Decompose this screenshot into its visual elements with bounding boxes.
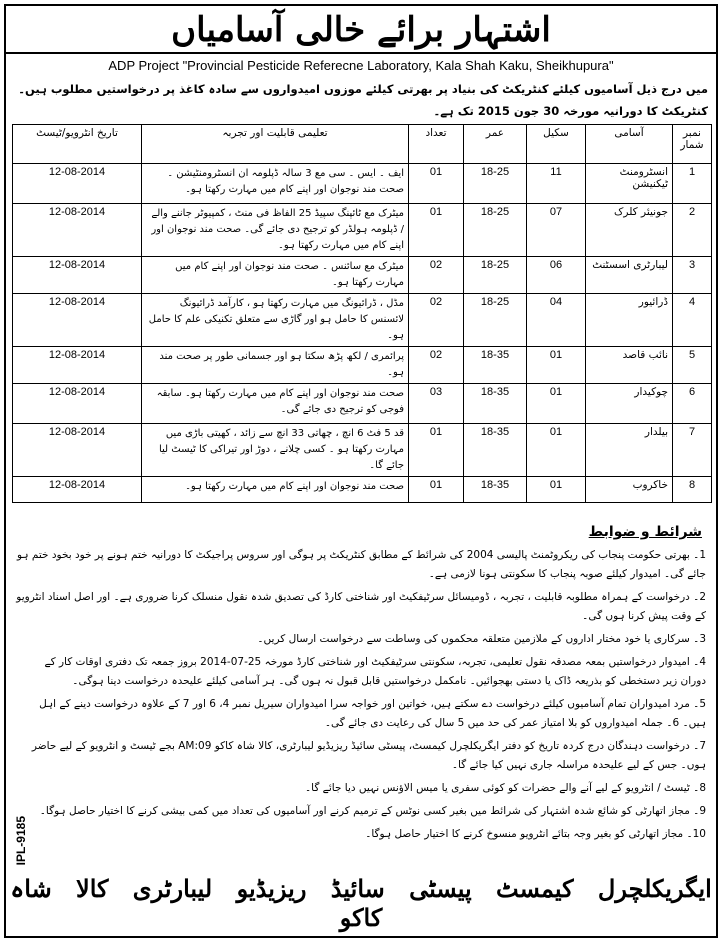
cell-count: 01 [409, 424, 464, 477]
cell-age: 18-35 [464, 424, 527, 477]
cell-scale: 06 [527, 257, 586, 294]
cell-count: 01 [409, 204, 464, 257]
cell-no: 6 [673, 384, 712, 424]
table-row [13, 347, 712, 384]
vacancy-table [12, 124, 712, 503]
cell-no: 8 [673, 477, 712, 503]
cell-age: 18-25 [464, 204, 527, 257]
term-item: 7۔ درخواست دہندگان درج کردہ تاریخ کو دفتر ایگریکلچرل کیمسٹ، پیسٹی سائیڈ ریزیڈیو لیبارٹری، کالا شاہ کاکو 09:AM بجے ٹیسٹ و انٹرویو کے لیے حاضر ہوں۔ جس کے لیے علیحدہ مراسلہ جاری نہیں کیا جائے گا۔ [31, 740, 706, 771]
cell-qualification: میٹرک مع سائنس ۔ صحت مند نوجوان اور اپنے کام میں مہارت رکھتا ہو۔ [142, 257, 409, 294]
banner [6, 6, 716, 54]
cell-count: 02 [409, 257, 464, 294]
cell-qualification: ایف ۔ ایس ۔ سی مع 3 سالہ ڈپلومہ ان انسٹرومنٹیشن ۔ صحت مند نوجوان اور اپنے کام میں مہارت رکھتا ہو۔ [142, 164, 409, 204]
advertisement-page [4, 4, 718, 938]
adp-project-line: ADP Project "Provincial Pesticide Referecne Laboratory, Kala Shah Kaku, Sheikhupura" [108, 58, 614, 73]
cell-qualification: میٹرک مع ٹائپنگ سپیڈ 25 الفاظ فی منٹ ، کمپیوٹر جاننے والے / ڈپلومہ ہولڈر کو ترجیح دی جائے گی۔ صحت مند نوجوان اور اپنے کام میں مہارت رکھتا ہو۔ [142, 204, 409, 257]
cell-no: 7 [673, 424, 712, 477]
header-age: عمر [464, 125, 527, 164]
header-qualification: تعلیمی قابلیت اور تجربہ [142, 125, 409, 164]
terms-list [16, 546, 706, 848]
side-code: IPL-9185 [14, 816, 28, 866]
cell-no: 1 [673, 164, 712, 204]
cell-date: 12-08-2014 [13, 257, 142, 294]
cell-scale: 07 [527, 204, 586, 257]
cell-no: 5 [673, 347, 712, 384]
header-post: آسامی [586, 125, 673, 164]
cell-date: 12-08-2014 [13, 204, 142, 257]
cell-scale: 01 [527, 347, 586, 384]
cell-qualification: صحت مند نوجوان اور اپنے کام میں مہارت رکھتا ہو۔ [142, 477, 409, 503]
header-date: تاریخ انٹرویو/ٹیسٹ [13, 125, 142, 164]
cell-qualification: صحت مند نوجوان اور اپنے کام میں مہارت رکھتا ہو۔ سابقہ فوجی کو ترجیح دی جائے گی۔ [142, 384, 409, 424]
cell-post: انسٹرومنٹ ٹیکنیشن [586, 164, 673, 204]
cell-date: 12-08-2014 [13, 384, 142, 424]
term-item: 5۔ مرد امیدواران تمام آسامیوں کیلئے درخواست دے سکتے ہیں، خواتین اور خواجہ سرا امیدواران سیریل نمبر 4، 6 اور 7 کے علاوہ درخواست دینے کے اہل ہیں۔ 6۔ جملہ امیدواروں کو بلا امتیاز عمر کی حد میں 5 سال کی رعایت دی جائے گی۔ [39, 698, 706, 729]
cell-count: 01 [409, 164, 464, 204]
cell-qualification: قد 5 فٹ 6 انچ ، چھاتی 33 انچ سے زائد ، کھیتی باڑی میں مہارت رکھتا ہو ۔ کسی چلانے ، دوڑ اور تیراکی کا ٹیسٹ لیا جائے گا۔ [142, 424, 409, 477]
cell-post: بیلدار [586, 424, 673, 477]
cell-age: 18-35 [464, 384, 527, 424]
header-scale: سکیل [527, 125, 586, 164]
cell-age: 18-25 [464, 164, 527, 204]
header-count: تعداد [409, 125, 464, 164]
intro-paragraph: میں درج ذیل آسامیوں کیلئے کنٹریکٹ کی بنیاد پر بھرتی کیلئے موزوں امیدواروں سے سادہ کاغذ پر درخواستیں مطلوب ہیں۔ کنٹریکٹ کا دورانیہ مورخہ 30 جون 2015 تک ہے۔ [18, 82, 708, 118]
term-item: 1۔ بھرتی حکومت پنجاب کی ریکروٹمنٹ پالیسی 2004 کی شرائط کے مطابق کنٹریکٹ پر ہوگی اور سروس پراجیکٹ کا دورانیہ ختم ہونے پر خود بخود ختم ہو جائے گی۔ امیدوار کیلئے صوبہ پنجاب کا سکونتی ہونا لازمی ہے۔ [16, 549, 706, 580]
banner-title: اشتہار برائے خالی آسامیاں [171, 9, 551, 50]
term-item: 2۔ درخواست کے ہمراہ مطلوبہ قابلیت ، تجربہ ، ڈومیسائل سرٹیفکیٹ اور شناختی کارڈ کی تصدیق شدہ نقول منسلک کرنا ضروری ہے۔ اور اصل اسناد انٹرویو کے وقت پیش کرنا ہوں گی۔ [16, 591, 706, 622]
cell-qualification: مڈل ، ڈرائیونگ میں مہارت رکھتا ہو ، کارآمد ڈرائیونگ لائسنس کا حامل ہو اور گاڑی سے متعلق تکنیکی علم کا حامل ہو۔ [142, 294, 409, 347]
cell-post: خاکروب [586, 477, 673, 503]
cell-count: 01 [409, 477, 464, 503]
table-row [13, 204, 712, 257]
cell-post: جونیئر کلرک [586, 204, 673, 257]
cell-age: 18-35 [464, 347, 527, 384]
term-item: 8۔ ٹیسٹ / انٹرویو کے لیے آنے والے حضرات کو کوئی سفری یا میس الاؤنس نہیں دیا جائے گا۔ [304, 782, 706, 794]
cell-count: 02 [409, 294, 464, 347]
cell-no: 2 [673, 204, 712, 257]
cell-scale: 04 [527, 294, 586, 347]
table-row [13, 424, 712, 477]
cell-scale: 11 [527, 164, 586, 204]
term-item: 3۔ سرکاری یا خود مختار اداروں کے ملازمین متعلقہ محکموں کی وساطت سے درخواست ارسال کریں۔ [257, 633, 706, 645]
cell-date: 12-08-2014 [13, 164, 142, 204]
term-item: 10۔ مجاز اتھارٹی کو بغیر وجہ بتائے انٹرویو منسوخ کرنے کا اختیار حاصل ہوگا۔ [365, 828, 706, 840]
cell-post: ڈرائیور [586, 294, 673, 347]
cell-date: 12-08-2014 [13, 424, 142, 477]
table-row [13, 257, 712, 294]
table-row [13, 294, 712, 347]
terms-title: شرائط و ضوابط [588, 524, 702, 540]
cell-scale: 01 [527, 477, 586, 503]
cell-qualification: پرائمری / لکھ پڑھ سکتا ہو اور جسمانی طور پر صحت مند ہو۔ [142, 347, 409, 384]
cell-age: 18-25 [464, 294, 527, 347]
cell-post: نائب قاصد [586, 347, 673, 384]
term-item: 4۔ امیدوار درخواستیں بمعہ مصدقہ نقول تعلیمی، تجربہ، سکونتی سرٹیفکیٹ اور شناختی کارڈ مورخہ 25-07-2014 بروز جمعہ تک دفتری اوقات کار کے دوران زیر دستخطی کو بذریعہ ڈاک یا دستی بھجوائیں۔ نامکمل درخواستیں قابل قبول نہ ہوں گی۔ ہر آسامی کیلئے علیحدہ درخواست دینا ہوگی۔ [44, 656, 706, 687]
cell-post: چوکیدار [586, 384, 673, 424]
cell-date: 12-08-2014 [13, 477, 142, 503]
cell-age: 18-35 [464, 477, 527, 503]
cell-date: 12-08-2014 [13, 294, 142, 347]
cell-no: 3 [673, 257, 712, 294]
cell-date: 12-08-2014 [13, 347, 142, 384]
table-row [13, 477, 712, 503]
cell-age: 18-25 [464, 257, 527, 294]
cell-count: 03 [409, 384, 464, 424]
cell-scale: 01 [527, 424, 586, 477]
table-row [13, 384, 712, 424]
cell-count: 02 [409, 347, 464, 384]
table-row [13, 164, 712, 204]
footer-signature: ایگریکلچرل کیمسٹ پیسٹی سائیڈ ریزیڈیو لیبارٹری کالا شاہ کاکو [10, 874, 712, 932]
term-item: 9۔ مجاز اتھارٹی کو شائع شدہ اشتہار کی شرائط میں بغیر کسی نوٹس کے ترمیم کرنے اور آسامیوں کی تعداد میں کمی بیشی کرنے کا اختیار حاصل ہوگا۔ [39, 805, 706, 817]
cell-scale: 01 [527, 384, 586, 424]
cell-post: لیبارٹری اسسٹنٹ [586, 257, 673, 294]
cell-no: 4 [673, 294, 712, 347]
table-header-row [13, 125, 712, 164]
header-no: نمبر شمار [673, 125, 712, 164]
